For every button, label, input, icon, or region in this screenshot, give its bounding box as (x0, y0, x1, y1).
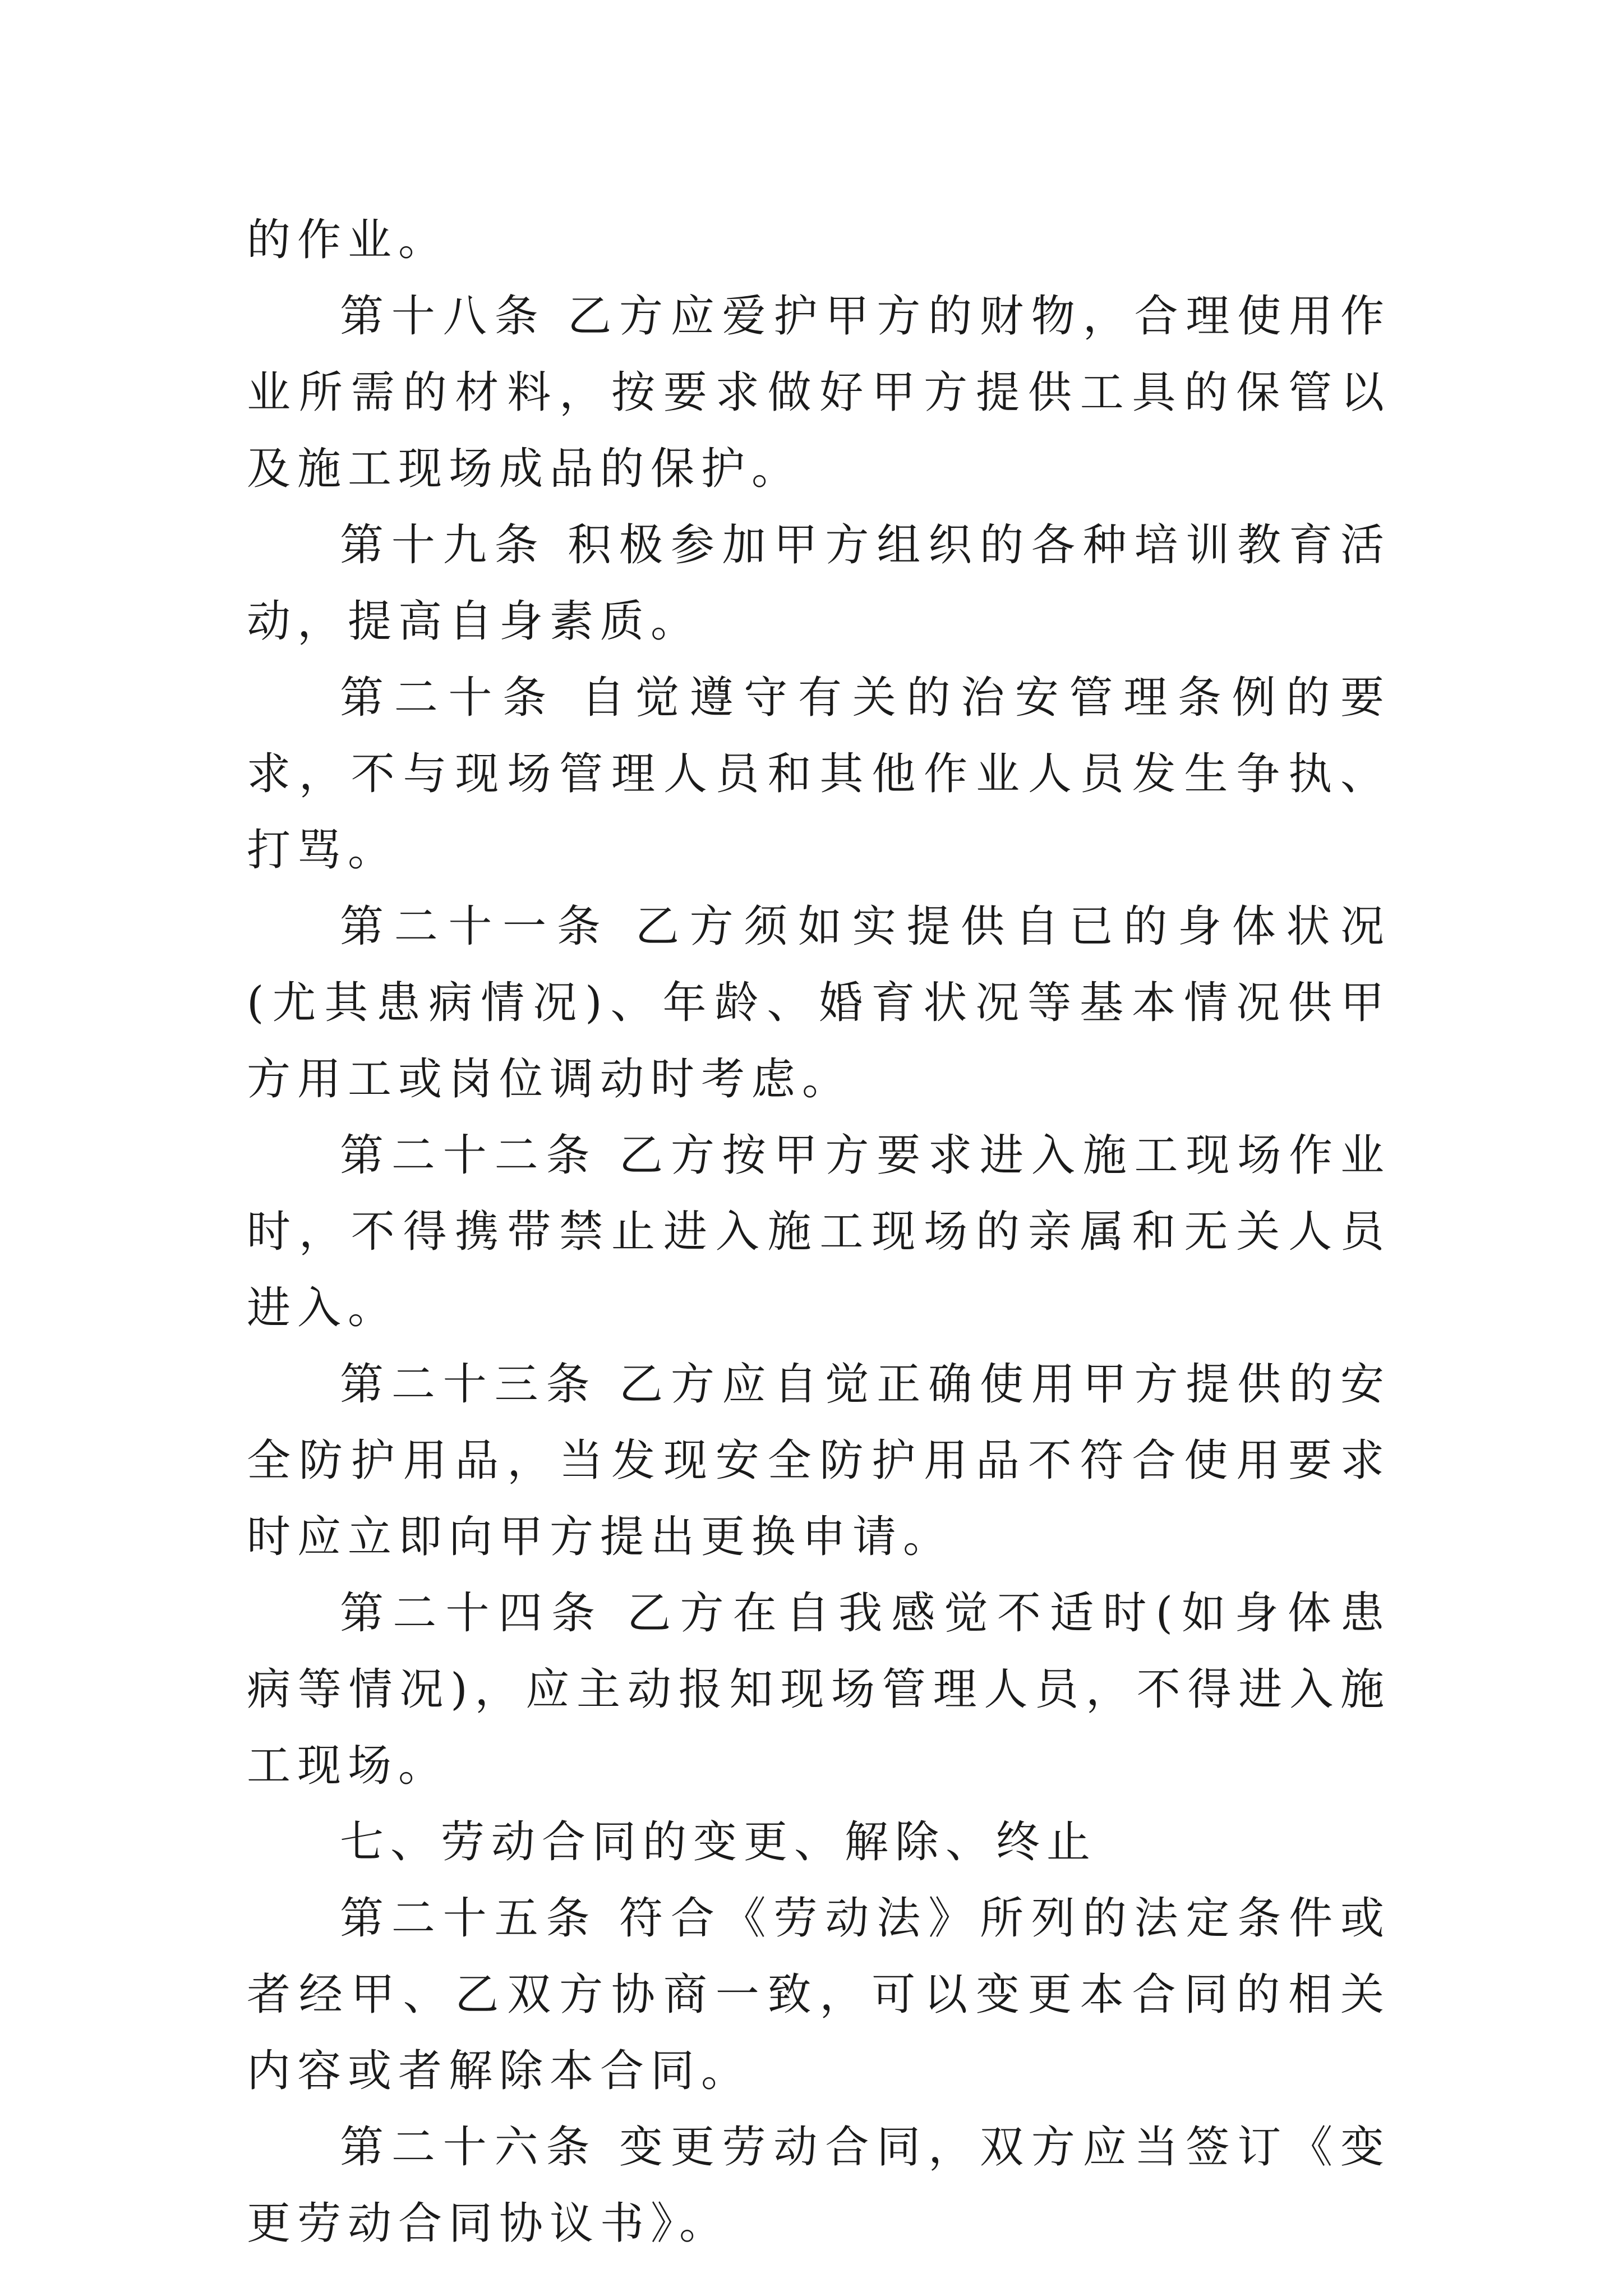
article-18: 第十八条 乙方应爱护甲方的财物，合理使用作业所需的材料，按要求做好甲方提供工具的保管以及施工现场成品的保护。 (247, 291, 1391, 494)
section-heading-7: 七、劳动合同的变更、解除、终止 (340, 1817, 1098, 1867)
article-20: 第二十条 自觉遵守有关的治安管理条例的要求，不与现场管理人员和其他作业人员发生争执、打骂。 (247, 673, 1391, 876)
article-19: 第十九条 积极参加甲方组织的各种培训教育活动，提高自身素质。 (247, 520, 1391, 647)
article-23: 第二十三条 乙方应自觉正确使用甲方提供的安全防护用品，当发现安全防护用品不符合使用要求时应立即向甲方提出更换申请。 (247, 1359, 1391, 1562)
article-24: 第二十四条 乙方在自我感觉不适时(如身体患病等情况)，应主动报知现场管理人员，不得进入施工现场。 (247, 1588, 1391, 1791)
article-22: 第二十二条 乙方按甲方要求进入施工现场作业时，不得携带禁止进入施工现场的亲属和无关人员进入。 (247, 1130, 1391, 1333)
article-26: 第二十六条 变更劳动合同，双方应当签订《变更劳动合同协议书》。 (247, 2122, 1391, 2249)
article-21: 第二十一条 乙方须如实提供自已的身体状况(尤其患病情况)、年龄、婚育状况等基本情况供甲方用工或岗位调动时考虑。 (247, 901, 1391, 1105)
article-25: 第二十五条 符合《劳动法》所列的法定条件或者经甲、乙双方协商一致，可以变更本合同的相关内容或者解除本合同。 (247, 1893, 1391, 2096)
document-body (247, 202, 1391, 2262)
paragraph-continuation: 的作业。 (247, 215, 449, 265)
